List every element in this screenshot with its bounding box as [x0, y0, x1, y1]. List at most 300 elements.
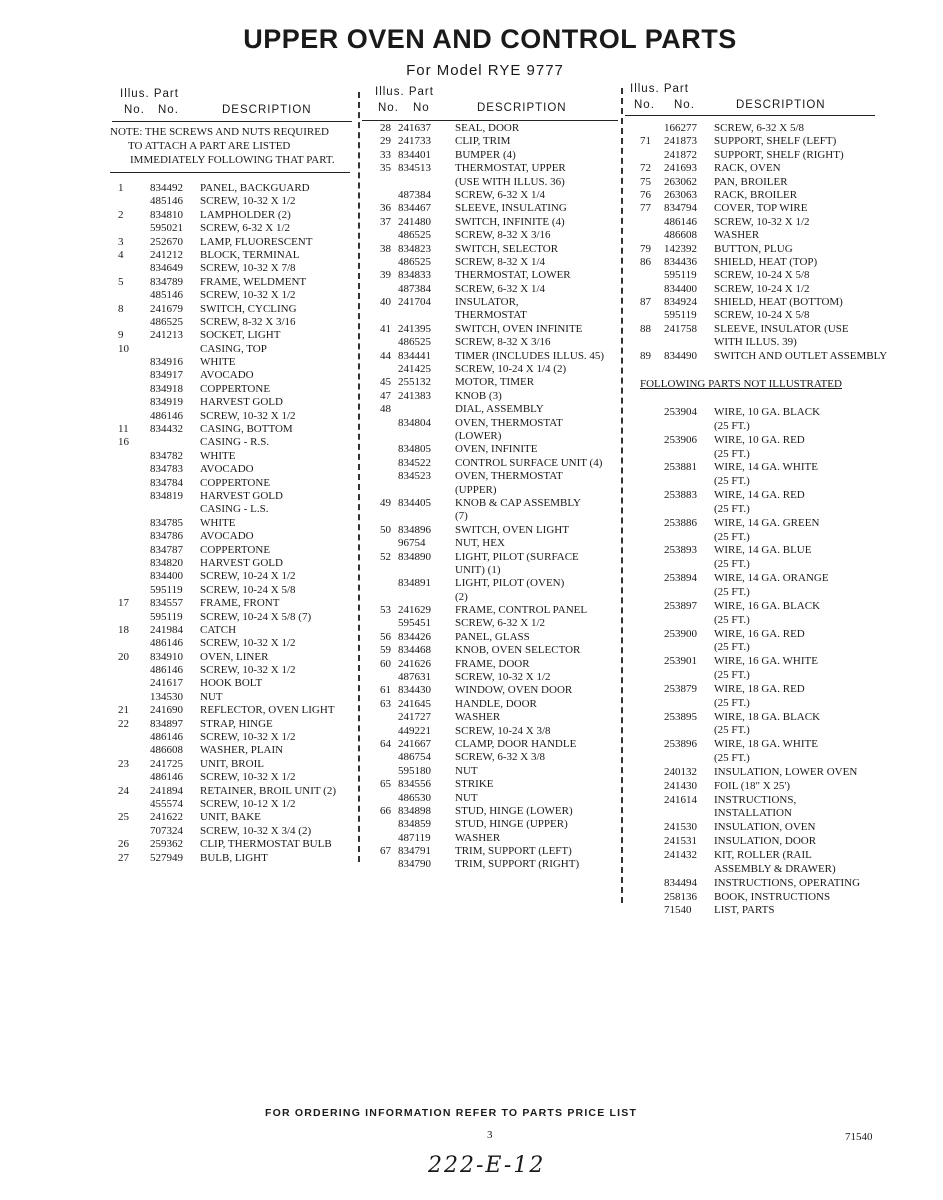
note-line-3: IMMEDIATELY FOLLOWING THAT PART. [130, 154, 335, 166]
part-no: 486146 [150, 771, 183, 784]
description: RACK, OVEN [714, 162, 781, 175]
description: (25 FT.) [714, 447, 750, 460]
part-no: 834859 [398, 818, 431, 831]
part-no: 486525 [398, 255, 431, 268]
illus-no: 17 [118, 597, 129, 610]
description: (25 FT.) [714, 752, 750, 765]
illus-no: 10 [118, 342, 129, 355]
part-no: 486525 [150, 315, 183, 328]
description: NUT [455, 764, 478, 777]
part-no: 834513 [398, 162, 431, 175]
description: THERMOSTAT [455, 309, 527, 322]
col2-header-desc: DESCRIPTION [477, 102, 567, 114]
part-no: 486608 [664, 229, 697, 242]
document-number: 71540 [845, 1131, 873, 1143]
description: SCREW, 10-32 X 1/2 [714, 215, 810, 228]
illus-no: 38 [380, 242, 391, 255]
description: SCREW, 6-32 X 3/8 [455, 751, 546, 764]
illus-no: 75 [640, 175, 651, 188]
illus-no: 71 [640, 135, 651, 148]
part-no: 241984 [150, 623, 183, 636]
part-no: 834918 [150, 382, 183, 395]
description: WIRE, 14 GA. ORANGE [714, 572, 829, 585]
description: COPPERTONE [200, 382, 271, 395]
part-no: 834789 [150, 275, 183, 288]
description: HARVEST GOLD [200, 396, 283, 409]
description: AVOCADO [200, 369, 254, 382]
part-no: 241395 [398, 322, 431, 335]
description: BOOK, INSTRUCTIONS [714, 890, 831, 903]
part-no: 166277 [664, 122, 697, 134]
description: WIRE, 14 GA. RED [714, 489, 805, 502]
illus-no: 11 [118, 423, 129, 436]
part-no: 253906 [664, 433, 697, 446]
part-no: 834467 [398, 202, 431, 215]
part-no: 834784 [150, 476, 183, 489]
part-no: 834556 [398, 778, 431, 791]
part-no: 834890 [398, 550, 431, 563]
part-no: 241693 [664, 162, 697, 175]
part-no: 449221 [398, 724, 431, 737]
col2-header-partno: No [413, 102, 430, 114]
description: INSULATION, LOWER OVEN [714, 765, 858, 778]
note-line-1: NOTE: THE SCREWS AND NUTS REQUIRED [110, 126, 329, 138]
page-title: UPPER OVEN AND CONTROL PARTS [243, 24, 737, 54]
description: LIST, PARTS [714, 904, 775, 917]
part-no: 834917 [150, 369, 183, 382]
description: COPPERTONE [200, 543, 271, 556]
illus-no: 18 [118, 623, 129, 636]
description: OVEN, INFINITE [455, 443, 538, 456]
description: STRIKE [455, 778, 494, 791]
description: CASING - L.S. [200, 503, 269, 516]
part-no: 487384 [398, 282, 431, 295]
description: SCREW, 6-32 X 1/2 [455, 617, 546, 630]
part-no: 486146 [150, 664, 183, 677]
illus-no: 87 [640, 296, 651, 309]
part-no: 241645 [398, 697, 431, 710]
description: COVER, TOP WIRE [714, 202, 808, 215]
part-no: 241679 [150, 302, 183, 315]
description: SCREW, 10-32 X 1/2 [200, 409, 296, 422]
part-no: 834819 [150, 489, 183, 502]
description: WIRE, 16 GA. BLACK [714, 599, 821, 612]
part-no: 834804 [398, 416, 431, 429]
description: (25 FT.) [714, 530, 750, 543]
part-no: 253901 [664, 655, 697, 668]
part-no: 834441 [398, 349, 431, 362]
description: NUT [455, 791, 478, 804]
description: CASING, TOP [200, 342, 267, 355]
part-no: 241622 [150, 811, 183, 824]
description: SCREW, 10-32 X 1/2 [200, 771, 296, 784]
part-no: 834910 [150, 650, 183, 663]
part-no: 142392 [664, 242, 697, 255]
illus-no: 5 [118, 275, 124, 288]
illus-no: 26 [118, 838, 129, 851]
illus-no: 2 [118, 208, 124, 221]
description: TRIM, SUPPORT (LEFT) [455, 845, 572, 858]
description: (USE WITH ILLUS. 36) [455, 175, 565, 188]
description: WITH ILLUS. 39) [714, 336, 797, 349]
description: SCREW, 10-24 X 1/2 [200, 570, 296, 583]
description: INSULATOR, [455, 296, 519, 309]
description: SCREW, 8-32 X 3/16 [455, 336, 551, 349]
illus-no: 1 [118, 182, 124, 194]
illus-no: 72 [640, 162, 651, 175]
description: WIRE, 10 GA. RED [714, 433, 805, 446]
divider [112, 121, 352, 122]
illus-no: 53 [380, 604, 391, 617]
part-no: 834787 [150, 543, 183, 556]
description: OVEN, THERMOSTAT [455, 416, 563, 429]
ordering-footer: FOR ORDERING INFORMATION REFER TO PARTS PRICE LIST [265, 1107, 638, 1119]
part-no: 253879 [664, 682, 697, 695]
col1-header-desc: DESCRIPTION [222, 104, 312, 116]
illus-no: 16 [118, 436, 129, 449]
description: CATCH [200, 623, 237, 636]
description: SCREW, 8-32 X 3/16 [200, 315, 296, 328]
description: STRAP, HINGE [200, 717, 273, 730]
description: SCREW, 10-24 X 5/8 (7) [200, 610, 312, 623]
description: SWITCH, SELECTOR [455, 242, 559, 255]
description: RETAINER, BROIL UNIT (2) [200, 784, 336, 797]
description: WASHER [714, 229, 760, 242]
part-no: 485146 [150, 289, 183, 302]
part-no: 241530 [664, 821, 697, 834]
description: WIRE, 16 GA. WHITE [714, 655, 818, 668]
illus-no: 61 [380, 684, 391, 697]
description: SCREW, 10-24 X 5/8 [200, 583, 296, 596]
description: FRAME, FRONT [200, 597, 280, 610]
part-no: 834924 [664, 296, 697, 309]
part-no: 834891 [398, 577, 431, 590]
part-no: 834436 [664, 255, 697, 268]
description: SCREW, 10-32 X 1/2 [455, 671, 551, 684]
description: SCREW, 10-24 X 3/8 [455, 724, 551, 737]
part-no: 241480 [398, 215, 431, 228]
note-line-2: TO ATTACH A PART ARE LISTED [128, 140, 291, 152]
description: KNOB (3) [455, 389, 502, 402]
part-no: 241614 [664, 793, 697, 806]
part-no: 834898 [398, 804, 431, 817]
illus-no: 8 [118, 302, 124, 315]
description: (LOWER) [455, 429, 502, 442]
description: KNOB & CAP ASSEMBLY [455, 496, 581, 509]
description: SCREW, 10-32 X 1/2 [200, 664, 296, 677]
description: CLAMP, DOOR HANDLE [455, 737, 577, 750]
illus-no: 22 [118, 717, 129, 730]
description: MOTOR, TIMER [455, 376, 535, 389]
description: FRAME, DOOR [455, 657, 530, 670]
col3-header-illus: Illus. Part [630, 83, 689, 95]
illus-no: 33 [380, 148, 391, 161]
part-no: 834426 [398, 630, 431, 643]
part-no: 96754 [398, 537, 426, 550]
illus-no: 44 [380, 349, 391, 362]
description: (25 FT.) [714, 502, 750, 515]
description: NUT, HEX [455, 537, 505, 550]
part-no: 527949 [150, 851, 183, 864]
part-no: 486608 [150, 744, 183, 757]
part-no: 134530 [150, 690, 183, 703]
illus-no: 41 [380, 322, 391, 335]
part-no: 834557 [150, 597, 183, 610]
description: STUD, HINGE (LOWER) [455, 804, 573, 817]
part-no: 486525 [398, 336, 431, 349]
part-no: 241872 [664, 148, 697, 161]
description: (25 FT.) [714, 419, 750, 432]
illus-no: 20 [118, 650, 129, 663]
description: (25 FT.) [714, 475, 750, 488]
description: LIGHT, PILOT (OVEN) [455, 577, 565, 590]
col1-header-illus: Illus. Part [120, 88, 179, 100]
illus-no: 52 [380, 550, 391, 563]
part-no: 595180 [398, 764, 431, 777]
part-no: 241733 [398, 135, 431, 148]
part-no: 241626 [398, 657, 431, 670]
illus-no: 40 [380, 296, 391, 309]
description: SCREW, 10-12 X 1/2 [200, 797, 296, 810]
description: SLEEVE, INSULATOR (USE [714, 322, 849, 335]
description: OVEN, THERMOSTAT [455, 470, 563, 483]
part-no: 241425 [398, 363, 431, 376]
part-no: 241213 [150, 329, 183, 342]
part-no: 241637 [398, 122, 431, 134]
part-no: 486525 [398, 229, 431, 242]
part-no: 834490 [664, 349, 697, 362]
part-no: 834494 [664, 876, 697, 889]
description: INSTRUCTIONS, [714, 793, 797, 806]
description: (25 FT.) [714, 724, 750, 737]
description: SWITCH, OVEN LIGHT [455, 523, 569, 536]
description: SWITCH, CYCLING [200, 302, 297, 315]
part-no: 252670 [150, 235, 183, 248]
part-no: 834919 [150, 396, 183, 409]
description: SCREW, 10-32 X 1/2 [200, 289, 296, 302]
part-no: 707324 [150, 824, 183, 837]
description: CASING - R.S. [200, 436, 270, 449]
description: FOIL (18" X 25') [714, 779, 791, 792]
illus-no: 3 [118, 235, 124, 248]
description: WIRE, 18 GA. WHITE [714, 738, 818, 751]
description: DIAL, ASSEMBLY [455, 403, 544, 416]
part-no: 595021 [150, 222, 183, 235]
description: HOOK BOLT [200, 677, 263, 690]
description: (2) [455, 590, 468, 603]
description: SUPPORT, SHELF (RIGHT) [714, 148, 844, 161]
description: NUT [200, 690, 223, 703]
part-no: 241432 [664, 849, 697, 861]
part-no: 259362 [150, 838, 183, 851]
illus-no: 88 [640, 322, 651, 335]
part-no: 486146 [150, 731, 183, 744]
description: (25 FT.) [714, 613, 750, 626]
part-no: 241629 [398, 604, 431, 617]
part-no: 253894 [664, 572, 697, 585]
description: WHITE [200, 516, 236, 529]
divider [625, 115, 875, 116]
description: ASSEMBLY & DRAWER) [714, 862, 836, 875]
description: (25 FT.) [714, 696, 750, 709]
illus-no: 24 [118, 784, 129, 797]
illus-no: 63 [380, 697, 391, 710]
illus-no: 25 [118, 811, 129, 824]
col3-header-partno: No. [674, 99, 695, 111]
part-no: 834790 [398, 858, 431, 871]
illus-no: 56 [380, 630, 391, 643]
page-number: 3 [487, 1129, 493, 1141]
part-no: 595119 [150, 583, 183, 596]
part-no: 487119 [398, 831, 431, 844]
illus-no: 50 [380, 523, 391, 536]
illus-no: 76 [640, 188, 651, 201]
description: CLIP, THERMOSTAT BULB [200, 838, 332, 851]
illus-no: 64 [380, 737, 391, 750]
not-illustrated-heading: FOLLOWING PARTS NOT ILLUSTRATED [640, 378, 842, 390]
description: SCREW, 10-32 X 1/2 [200, 195, 296, 208]
description: STUD, HINGE (UPPER) [455, 818, 568, 831]
description: TRIM, SUPPORT (RIGHT) [455, 858, 580, 871]
description: INSTRUCTIONS, OPERATING [714, 876, 861, 889]
description: WIRE, 14 GA. WHITE [714, 461, 818, 474]
part-no: 253895 [664, 710, 697, 723]
part-no: 258136 [664, 890, 697, 903]
part-no: 486146 [664, 215, 697, 228]
illus-no: 29 [380, 135, 391, 148]
description: SCREW, 10-32 X 1/2 [200, 637, 296, 650]
description: COPPERTONE [200, 476, 271, 489]
description: SCREW, 10-24 X 1/4 (2) [455, 363, 567, 376]
description: WASHER [455, 711, 501, 724]
part-no: 834649 [150, 262, 183, 275]
description: SCREW, 6-32 X 1/4 [455, 188, 546, 201]
description: SCREW, 10-24 X 5/8 [714, 269, 810, 282]
description: SCREW, 6-32 X 1/2 [200, 222, 291, 235]
description: SWITCH AND OUTLET ASSEMBLY [714, 349, 888, 362]
part-no: 253896 [664, 738, 697, 751]
part-no: 253897 [664, 599, 697, 612]
illus-no: 9 [118, 329, 124, 342]
description: SCREW, 6-32 X 1/4 [455, 282, 546, 295]
col2-header-no: No. [378, 102, 399, 114]
part-no: 834820 [150, 556, 183, 569]
description: SCREW, 6-32 X 5/8 [714, 122, 805, 134]
description: WHITE [200, 356, 236, 369]
col3-header-no: No. [634, 99, 655, 111]
part-no: 834897 [150, 717, 183, 730]
description: PAN, BROILER [714, 175, 788, 188]
description: INSTALLATION [714, 807, 792, 820]
description: THERMOSTAT, UPPER [455, 162, 566, 175]
part-no: 255132 [398, 376, 431, 389]
description: WASHER [455, 831, 501, 844]
part-no: 834791 [398, 845, 431, 858]
description: AVOCADO [200, 530, 254, 543]
description: WINDOW, OVEN DOOR [455, 684, 573, 697]
part-no: 71540 [664, 904, 692, 917]
part-no: 595451 [398, 617, 431, 630]
illus-no: 65 [380, 778, 391, 791]
description: OVEN, LINER [200, 650, 269, 663]
part-no: 834794 [664, 202, 697, 215]
part-no: 834401 [398, 148, 431, 161]
description: (25 FT.) [714, 585, 750, 598]
handwritten-annotation: 222-E-12 [428, 1153, 546, 1178]
description: SCREW, 10-24 X 5/8 [714, 309, 810, 322]
part-no: 486754 [398, 751, 431, 764]
description: REFLECTOR, OVEN LIGHT [200, 704, 335, 717]
col3-header-desc: DESCRIPTION [736, 99, 826, 111]
description: BULB, LIGHT [200, 851, 268, 864]
part-no: 834833 [398, 269, 431, 282]
part-no: 834400 [150, 570, 183, 583]
description: HARVEST GOLD [200, 489, 283, 502]
divider [110, 172, 350, 173]
description: SCREW, 10-24 X 1/2 [714, 282, 810, 295]
part-no: 834405 [398, 496, 431, 509]
illus-no: 37 [380, 215, 391, 228]
description: BUTTON, PLUG [714, 242, 793, 255]
description: SCREW, 10-32 X 3/4 (2) [200, 824, 312, 837]
description: WIRE, 16 GA. RED [714, 627, 805, 640]
description: KNOB, OVEN SELECTOR [455, 644, 581, 657]
part-no: 834522 [398, 456, 431, 469]
part-no: 834782 [150, 449, 183, 462]
illus-no: 48 [380, 403, 391, 416]
description: PANEL, GLASS [455, 630, 530, 643]
description: SHIELD, HEAT (BOTTOM) [714, 296, 843, 309]
part-no: 241725 [150, 757, 183, 770]
description: HARVEST GOLD [200, 556, 283, 569]
part-no: 834786 [150, 530, 183, 543]
part-no: 486530 [398, 791, 431, 804]
description: INSULATION, DOOR [714, 835, 817, 848]
description: WIRE, 18 GA. RED [714, 682, 805, 695]
description: SHIELD, HEAT (TOP) [714, 255, 818, 268]
part-no: 834400 [664, 282, 697, 295]
description: WIRE, 18 GA. BLACK [714, 710, 821, 723]
description: RACK, BROILER [714, 188, 798, 201]
illus-no: 67 [380, 845, 391, 858]
col1-header-no: No. [124, 104, 145, 116]
part-no: 834896 [398, 523, 431, 536]
description: LAMP, FLUORESCENT [200, 235, 313, 248]
description: PANEL, BACKGUARD [200, 182, 310, 194]
part-no: 834523 [398, 470, 431, 483]
part-no: 834783 [150, 463, 183, 476]
col1-header-partno: No. [158, 104, 179, 116]
column-divider [621, 88, 623, 903]
part-no: 595119 [664, 309, 697, 322]
illus-no: 28 [380, 122, 391, 134]
description: SCREW, 8-32 X 3/16 [455, 229, 551, 242]
description: AVOCADO [200, 463, 254, 476]
description: SEAL, DOOR [455, 122, 520, 134]
description: SOCKET, LIGHT [200, 329, 281, 342]
part-no: 241430 [664, 779, 697, 792]
description: LAMPHOLDER (2) [200, 208, 291, 221]
description: (7) [455, 510, 468, 523]
description: CASING, BOTTOM [200, 423, 293, 436]
illus-no: 35 [380, 162, 391, 175]
part-no: 241727 [398, 711, 431, 724]
part-no: 485146 [150, 195, 183, 208]
part-no: 253886 [664, 516, 697, 529]
illus-no: 23 [118, 757, 129, 770]
part-no: 834432 [150, 423, 183, 436]
model-subtitle: For Model RYE 9777 [406, 62, 564, 79]
